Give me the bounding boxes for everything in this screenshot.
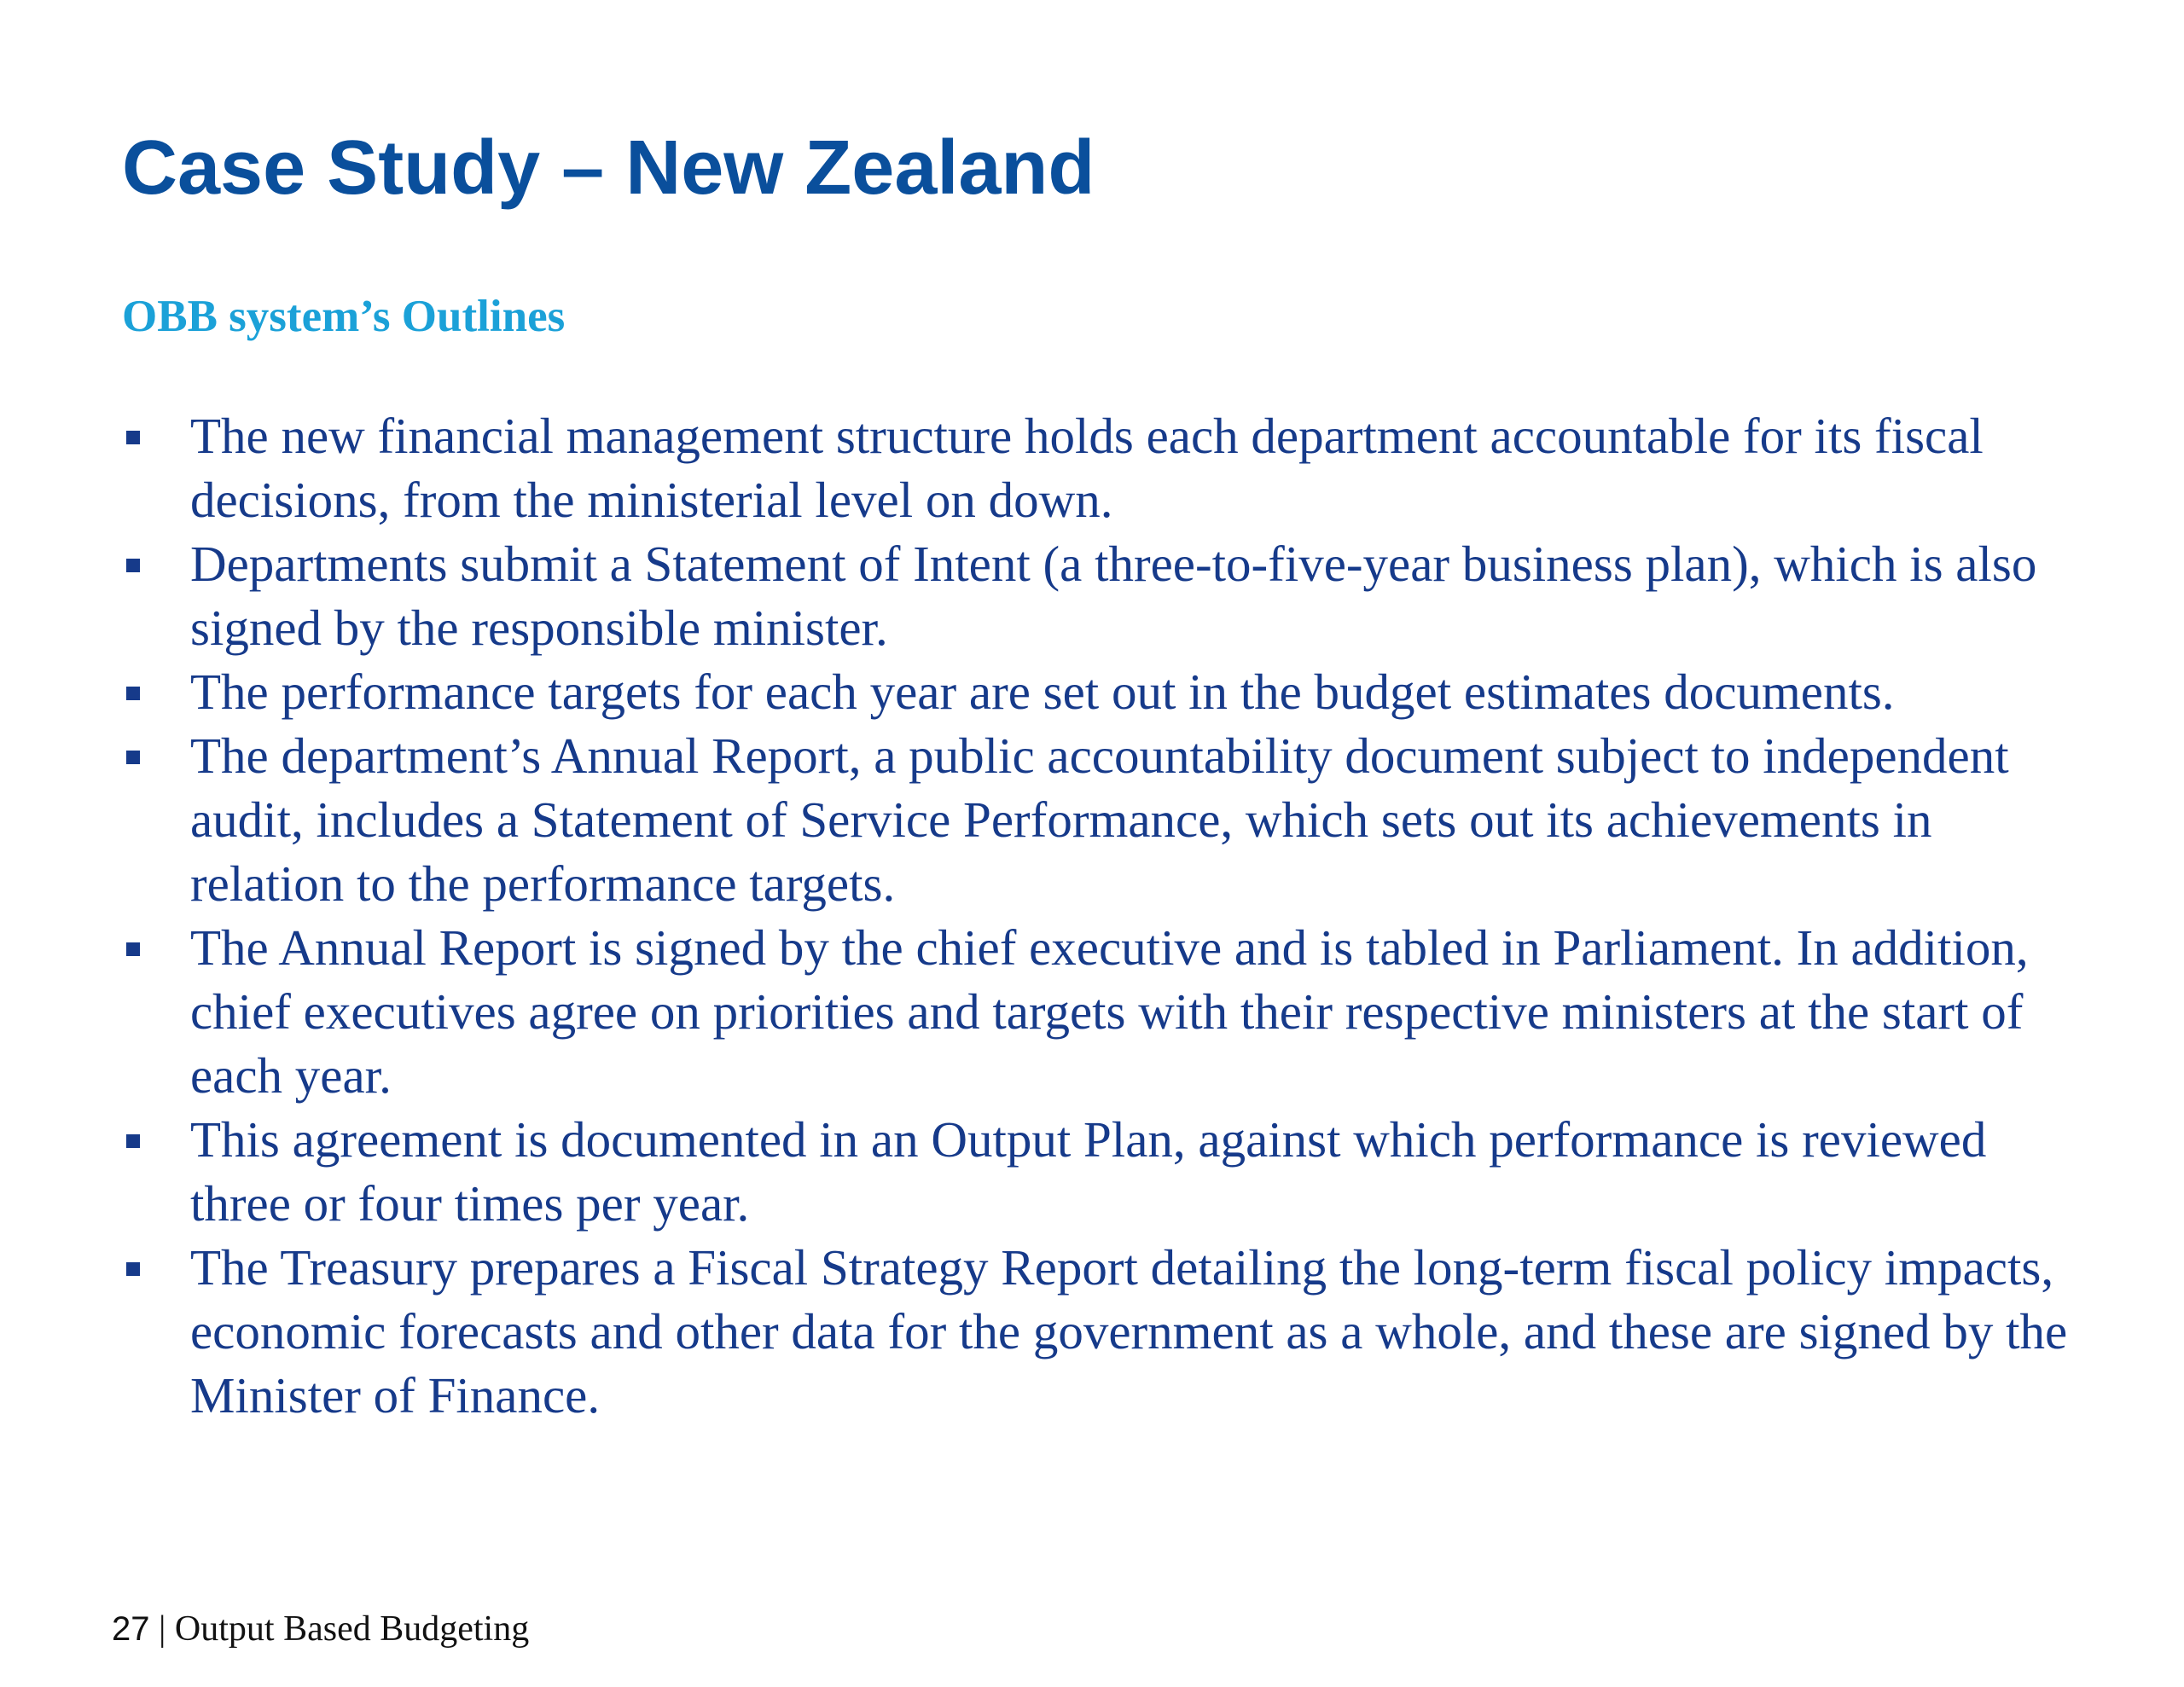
slide-footer — [112, 1607, 529, 1651]
bullet-text: The department’s Annual Report, a public accountability document subject to independent audit, includes a Statement of Service Performance, which sets out its achievements in relation to the performance targets. — [190, 728, 2009, 912]
square-bullet-icon — [126, 942, 140, 956]
bullet-item — [122, 532, 2093, 660]
bullet-item — [122, 660, 2093, 724]
bullet-text: The new financial management structure holds each department accountable for its fiscal decisions, from the ministerial level on down. — [190, 408, 1984, 528]
square-bullet-icon — [126, 1134, 140, 1148]
bullet-text: The Treasury prepares a Fiscal Strategy Report detailing the long-term fiscal policy impacts, economic forecasts and other data for the government as a whole, and these are signed by the Minister of Finance. — [190, 1239, 2068, 1423]
square-bullet-icon — [126, 751, 140, 764]
bullet-list — [122, 404, 2093, 1428]
bullet-item — [122, 404, 2093, 532]
bullet-text: This agreement is documented in an Output Plan, against which performance is reviewed three or four times per year. — [190, 1111, 1987, 1232]
bullet-text: The performance targets for each year are set out in the budget estimates documents. — [190, 664, 1895, 720]
footer-label: Output Based Budgeting — [174, 1609, 530, 1649]
bullet-item — [122, 1108, 2093, 1236]
square-bullet-icon — [126, 431, 140, 444]
bullet-text: The Annual Report is signed by the chief executive and is tabled in Parliament. In addition, chief executives agree on priorities and targets with their respective ministers at the start of each year. — [190, 919, 2029, 1104]
square-bullet-icon — [126, 687, 140, 700]
bullet-text: Departments submit a Statement of Intent (a three-to-five-year business plan), which is also signed by the responsible minister. — [190, 536, 2037, 656]
bullet-item — [122, 724, 2093, 916]
slide-title: Case Study – New Zealand — [122, 125, 1095, 211]
footer-separator: | — [159, 1609, 166, 1649]
bullet-item — [122, 1236, 2093, 1428]
slide-subtitle: OBB system’s Outlines — [122, 292, 566, 341]
page-number: 27 — [112, 1610, 150, 1648]
square-bullet-icon — [126, 1262, 140, 1276]
bullet-item — [122, 916, 2093, 1108]
square-bullet-icon — [126, 559, 140, 572]
